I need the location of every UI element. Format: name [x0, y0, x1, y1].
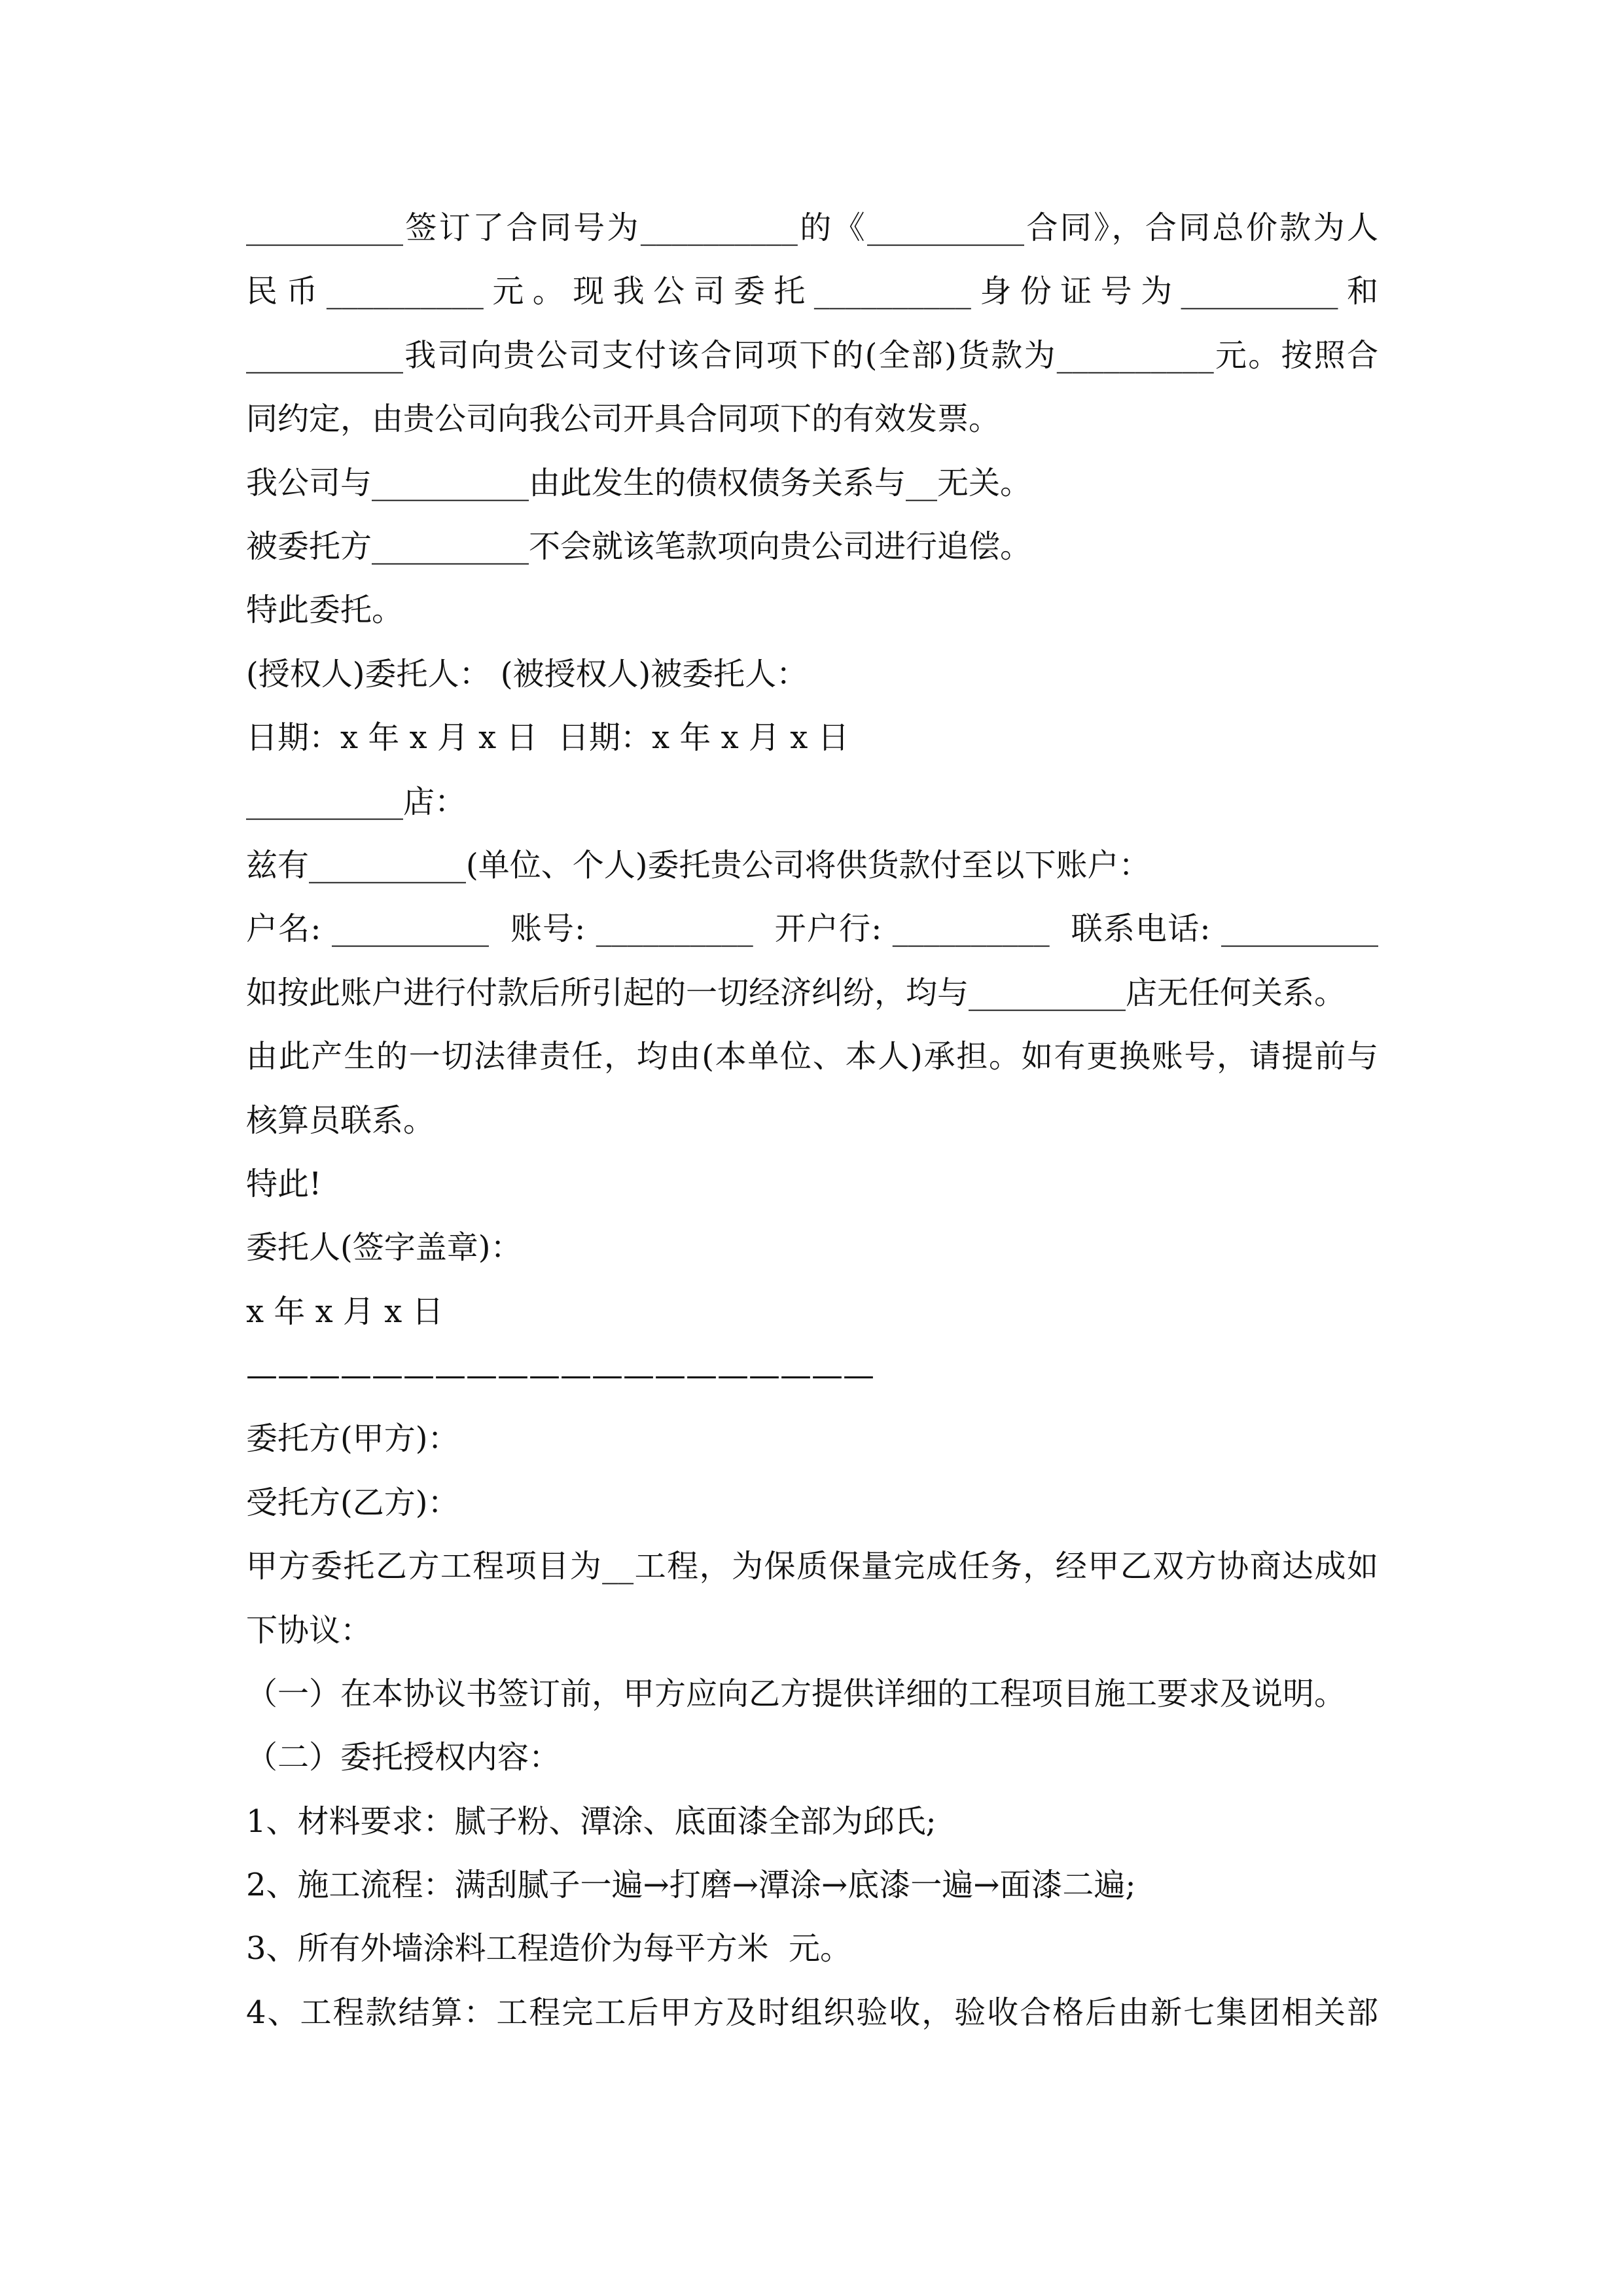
text-line-28: 3、所有外墙涂料工程造价为每平方米 元。	[246, 1930, 852, 1967]
text-line-16: 特此!	[246, 1166, 322, 1202]
text-line-24: （一）在本协议书签订前，甲方应向乙方提供详细的工程项目施工要求及说明。	[246, 1676, 1346, 1712]
text-line-22: 甲方委托乙方工程项目为__工程，为保质保量完成任务，经甲乙双方协商达成如	[246, 1548, 1378, 1585]
text-line-6: 被委托方__________不会就该笔款项向贵公司进行追偿。	[246, 528, 1032, 565]
text-line-20: 委托方(甲方)：	[246, 1420, 459, 1457]
text-line-7: 特此委托。	[246, 592, 404, 628]
text-line-15: 核算员联系。	[246, 1102, 435, 1139]
text-line-27: 2、施工流程：满刮腻子一遍→打磨→潭涂→底漆一遍→面漆二遍;	[246, 1867, 1136, 1903]
text-line-8: (授权人)委托人： (被授权人)被委托人：	[246, 656, 808, 692]
text-line-3: __________我司向贵公司支付该合同项下的(全部)货款为__________元。按照合	[246, 337, 1378, 374]
text-line-25: （二）委托授权内容：	[246, 1739, 561, 1776]
text-line-12: 户名: __________ 账号: __________ 开户行: __________ 联系电话: __________	[246, 910, 1378, 947]
text-line-10: __________店：	[246, 783, 467, 820]
text-line-11: 兹有__________(单位、个人)委托贵公司将供货款付至以下账户：	[246, 847, 1150, 884]
text-line-5: 我公司与__________由此发生的债权债务关系与__无关。	[246, 465, 1032, 501]
text-line-9: 日期：x 年 x 月 x 日 日期：x 年 x 月 x 日	[246, 719, 849, 756]
separator-rule: ————————————————————	[246, 1357, 874, 1393]
text-line-18: x 年 x 月 x 日	[246, 1293, 444, 1330]
text-line-2: 民币__________元。现我公司委托__________身份证号为__________和	[246, 273, 1378, 310]
text-line-13: 如按此账户进行付款后所引起的一切经济纠纷，均与__________店无任何关系。	[246, 975, 1346, 1011]
text-line-14: 由此产生的一切法律责任，均由(本单位、本人)承担。如有更换账号，请提前与	[246, 1038, 1378, 1075]
text-line-4: 同约定，由贵公司向我公司开具合同项下的有效发票。	[246, 401, 1001, 437]
text-line-1: __________签订了合同号为__________的《__________合同》，合同总价款为人	[246, 209, 1378, 246]
text-line-17: 委托人(签字盖章)：	[246, 1229, 522, 1266]
text-line-29: 4、工程款结算：工程完工后甲方及时组织验收，验收合格后由新七集团相关部	[246, 1994, 1378, 2031]
text-line-26: 1、材料要求：腻子粉、潭涂、底面漆全部为邱氏;	[246, 1803, 936, 1840]
text-line-21: 受托方(乙方)：	[246, 1484, 459, 1521]
text-line-23: 下协议：	[246, 1612, 372, 1649]
